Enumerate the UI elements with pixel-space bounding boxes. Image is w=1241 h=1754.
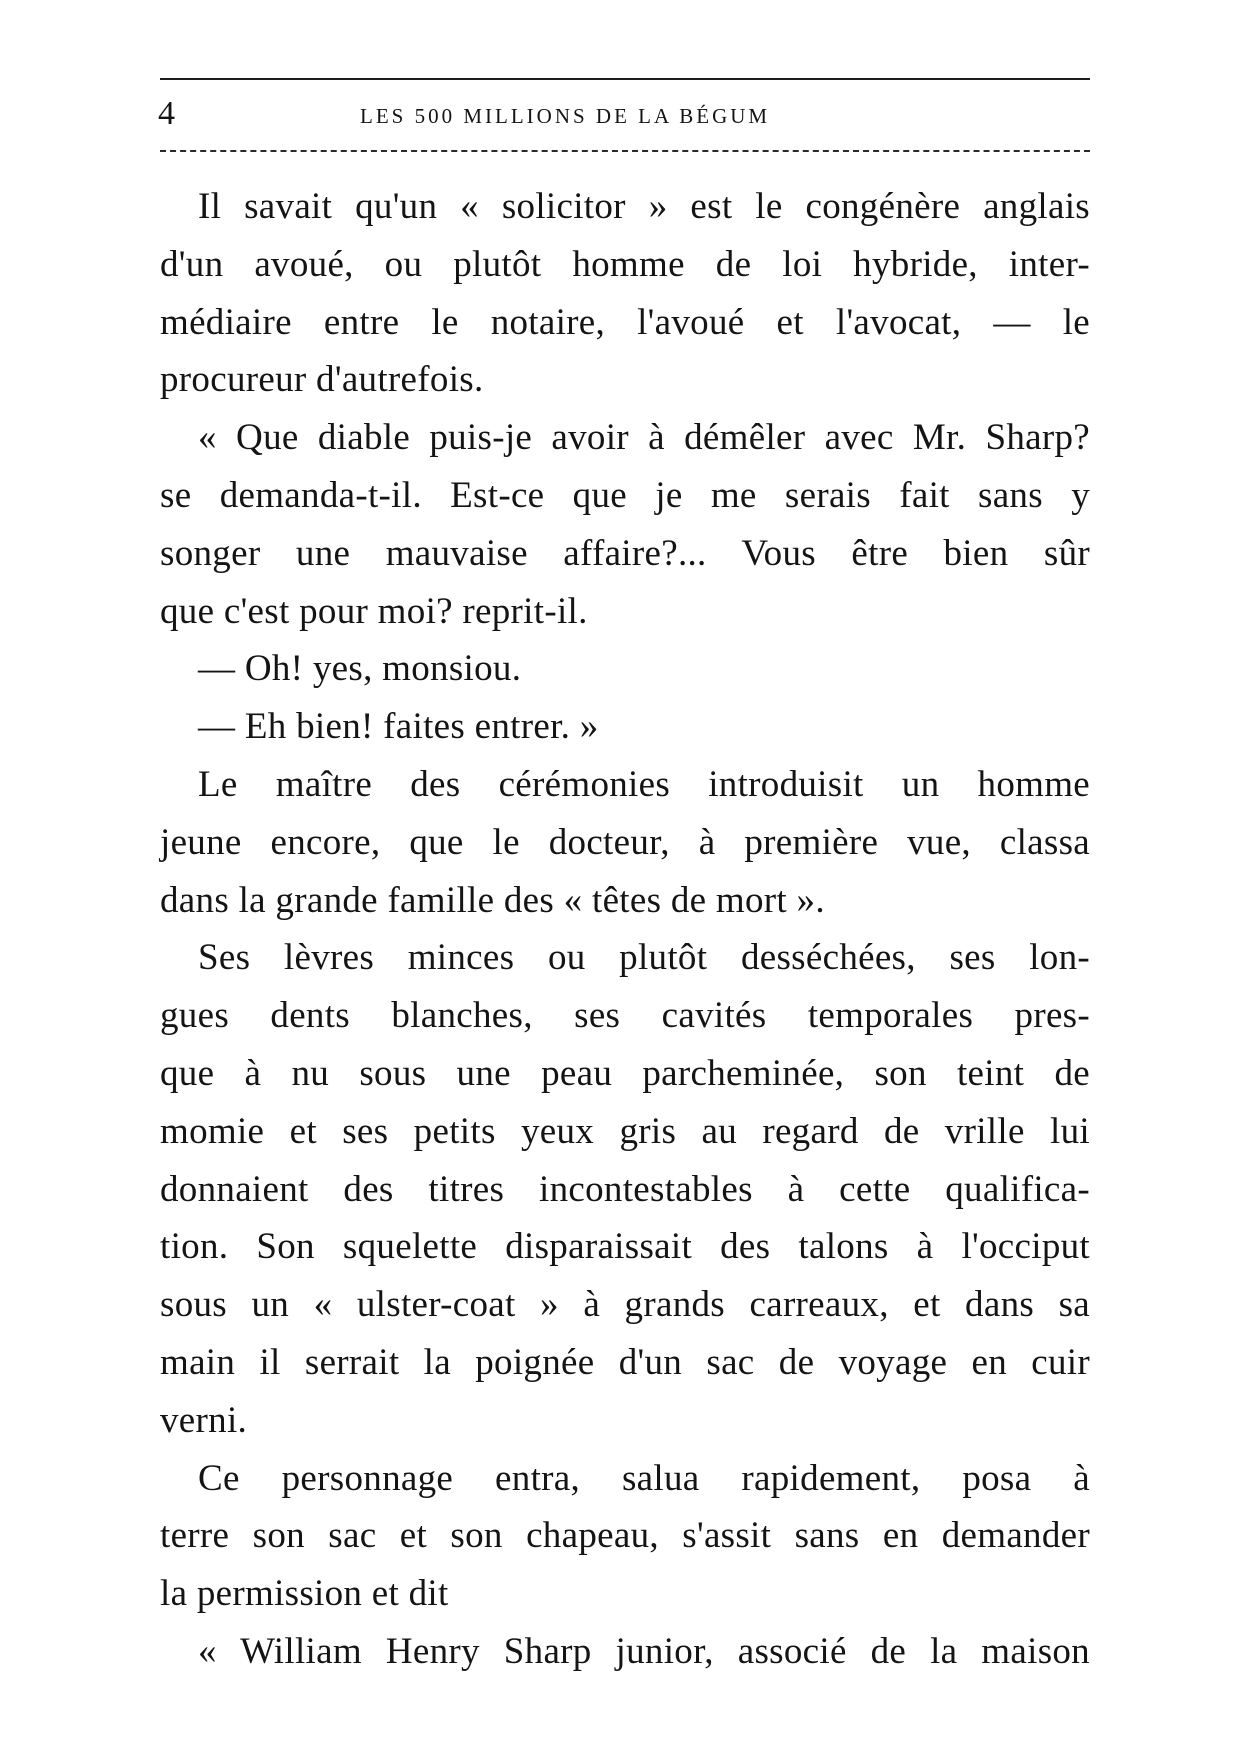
running-title: LES 500 MILLIONS DE LA BÉGUM (360, 104, 771, 128)
text-line: main il serrait la poignée d'un sac de voyage en cuir (160, 1341, 1090, 1383)
text-line: Il savait qu'un « solicitor » est le congénère anglais (198, 186, 1090, 227)
text-line: gues dents blanches, ses cavités temporales pres- (160, 995, 1090, 1037)
text-line: médiaire entre le notaire, l'avoué et l'avocat, — le (160, 301, 1090, 343)
text-line: que à nu sous une peau parcheminée, son teint de (160, 1052, 1090, 1094)
text-line: songer une mauvaise affaire?... Vous être bien sûr (160, 532, 1090, 574)
text-line: se demanda-t-il. Est-ce que je me serais fait sans y (160, 474, 1090, 516)
text-line: « William Henry Sharp junior, associé de la maison (198, 1630, 1090, 1672)
text-line: sous un « ulster-coat » à grands carreaux, et dans sa (160, 1284, 1090, 1326)
text-line: Ses lèvres minces ou plutôt desséchées, ses lon- (198, 937, 1090, 979)
text-line: la permission et dit (160, 1573, 449, 1615)
text-line: procureur d'autrefois. (160, 359, 484, 401)
text-line: Ce personnage entra, salua rapidement, posa à (198, 1457, 1090, 1499)
text-line: « Que diable puis-je avoir à démêler avec Mr. Sharp? (198, 417, 1090, 459)
text-line: tion. Son squelette disparaissait des talons à l'occiput (160, 1226, 1090, 1268)
text-line: d'un avoué, ou plutôt homme de loi hybride, inter- (160, 243, 1090, 285)
text-line: — Oh! yes, monsiou. (198, 648, 522, 690)
text-line: terre son sac et son chapeau, s'assit sans en demander (160, 1515, 1090, 1557)
page-number: 4 (158, 95, 175, 132)
text-line: momie et ses petits yeux gris au regard de vrille lui (160, 1110, 1090, 1152)
text-line: verni. (160, 1399, 248, 1441)
header-rule-top (160, 78, 1090, 80)
text-line: jeune encore, que le docteur, à première vue, classa (160, 821, 1090, 863)
text-line: Le maître des cérémonies introduisit un homme (198, 763, 1090, 805)
text-line: — Eh bien! faites entrer. » (198, 706, 599, 748)
text-line: que c'est pour moi? reprit-il. (160, 590, 588, 632)
header-rule-bottom (160, 150, 1090, 152)
body-text (160, 178, 1090, 1681)
text-line: donnaient des titres incontestables à cette qualifica- (160, 1168, 1090, 1210)
text-line: dans la grande famille des « têtes de mort ». (160, 879, 825, 921)
